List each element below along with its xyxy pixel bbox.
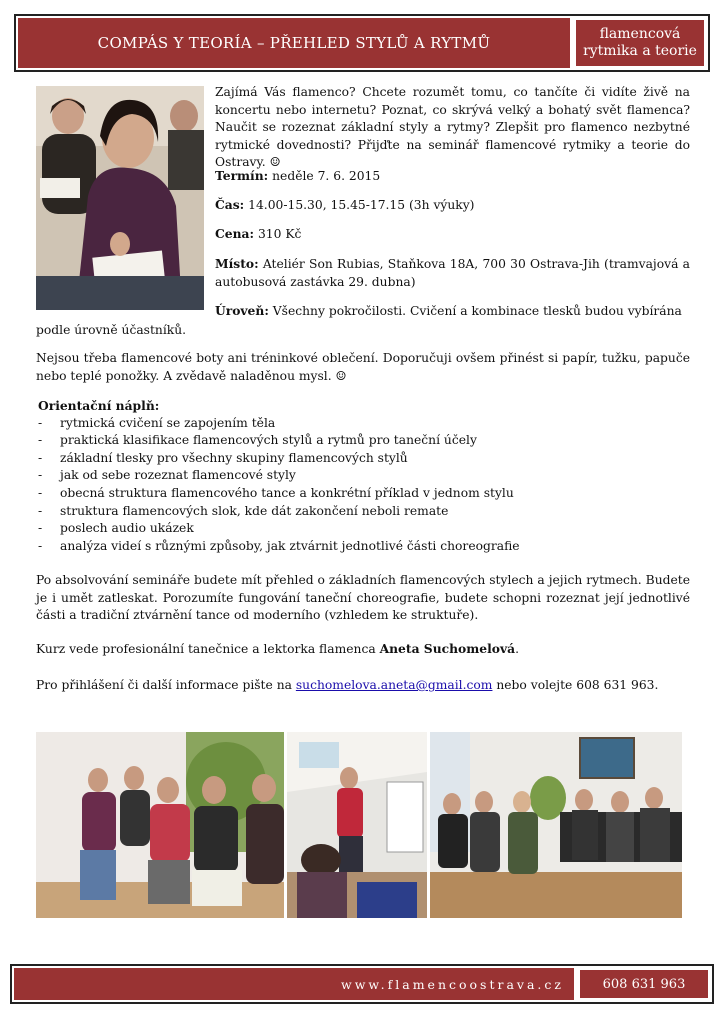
time-value: 14.00-15.30, 15.45-17.15 (3h výuky) <box>248 198 475 212</box>
price-field <box>215 225 690 244</box>
list-item: - rytmická cvičení se zapojením těla <box>38 415 692 433</box>
instructor-end: . <box>515 642 520 656</box>
list-item: - praktická klasifikace flamencových stylů a rytmů pro taneční účely <box>38 432 692 450</box>
outline-section <box>38 397 692 555</box>
list-item: - poslech audio ukázek <box>38 520 692 538</box>
footer-website[interactable] <box>14 968 574 1000</box>
list-item: - základní tlesky pro všechny skupiny flamencových stylů <box>38 450 692 468</box>
time-field <box>215 196 690 215</box>
contact-paragraph <box>36 677 690 695</box>
photo-workshop-lecture <box>287 732 427 918</box>
requirements-paragraph: Nejsou třeba flamencové boty ani tréninkové oblečení. Doporučuji ovšem přinést si papír, tužku, papuče nebo teplé ponožky. A zvědavě naladěnou mysl. ☺ <box>36 351 690 383</box>
date-value: neděle 7. 6. 2015 <box>272 169 381 183</box>
phone-text: 608 631 963 <box>602 976 686 992</box>
price-value: 310 Kč <box>257 227 302 241</box>
place-field <box>215 255 690 291</box>
subtitle-line-2: rytmika a teorie <box>583 43 697 59</box>
photo-workshop-clapping <box>36 732 284 918</box>
photo-workshop-group <box>430 732 682 918</box>
title-text: COMPÁS Y TEORÍA – PŘEHLED STYLŮ A RYTMŮ <box>97 34 491 52</box>
outcome-paragraph: Po absolvování semináře budete mít přehled o základních flamencových stylech a jejich rytmech. Budete je i umět zatleskat. Porozumíte fungování taneční choreografie, budete schopni rozeznat její jednotlivé části a tradiční ztvárnění tance od moderního (vzhledem ke struktuře). <box>36 573 690 622</box>
time-label: Čas: <box>215 197 245 212</box>
website-text[interactable]: www.flamencoostrava.cz <box>341 976 564 992</box>
photo-students <box>36 86 204 310</box>
email-link[interactable]: suchomelova.aneta@gmail.com <box>295 678 493 692</box>
list-item: - jak od sebe rozeznat flamencové styly <box>38 467 692 485</box>
place-label: Místo: <box>215 256 259 271</box>
contact-text: Pro přihlášení či další informace pište na <box>36 678 296 692</box>
outline-list <box>38 415 692 556</box>
price-label: Cena: <box>215 226 255 241</box>
place-value: Ateliér Son Rubias, Staňkova 18A, 700 30 Ostrava-Jih (tramvajová a autobusová zastávka 29. dubna) <box>215 257 690 289</box>
contact-phone-text: nebo volejte 608 631 963. <box>492 678 659 692</box>
list-item: - obecná struktura flamencového tance a konkrétní příklad v jednom stylu <box>38 485 692 503</box>
instructor-name: Aneta Suchomelová <box>379 641 516 656</box>
date-field <box>215 167 690 186</box>
level-label: Úroveň: <box>215 303 269 318</box>
list-item: - analýza videí s různými způsoby, jak ztvárnit jednotlivé části choreografie <box>38 538 692 556</box>
page-title <box>18 18 570 68</box>
outline-title: Orientační náplň: <box>38 398 160 413</box>
instructor-text: Kurz vede profesionální tanečnice a lektorka flamenca <box>36 642 380 656</box>
instructor-paragraph <box>36 640 690 659</box>
level-value-continued: podle úrovně účastníků. <box>36 323 187 337</box>
intro-paragraph: Zajímá Vás flamenco? Chcete rozumět tomu, co tančíte či vidíte živě na koncertu nebo internetu? Poznat, co skrývá velký a bohatý svět flamenca? Naučit se rozeznat základní styly a rytmy? Zlepšit pro flamenco nezbytné rytmické dovednosti? Přijďte na seminář flamencové rytmiky a teorie do Ostravy. ☺ <box>215 85 690 169</box>
header-subtitle-box <box>574 18 706 68</box>
date-label: Termín: <box>215 168 269 183</box>
subtitle-line-1: flamencová <box>599 26 681 42</box>
footer-phone <box>578 968 710 1000</box>
level-field <box>215 302 690 321</box>
list-item: - struktura flamencových slok, kde dát zakončení neboli remate <box>38 503 692 521</box>
level-value: Všechny pokročilosti. Cvičení a kombinace tlesků budou vybírána <box>272 304 682 318</box>
